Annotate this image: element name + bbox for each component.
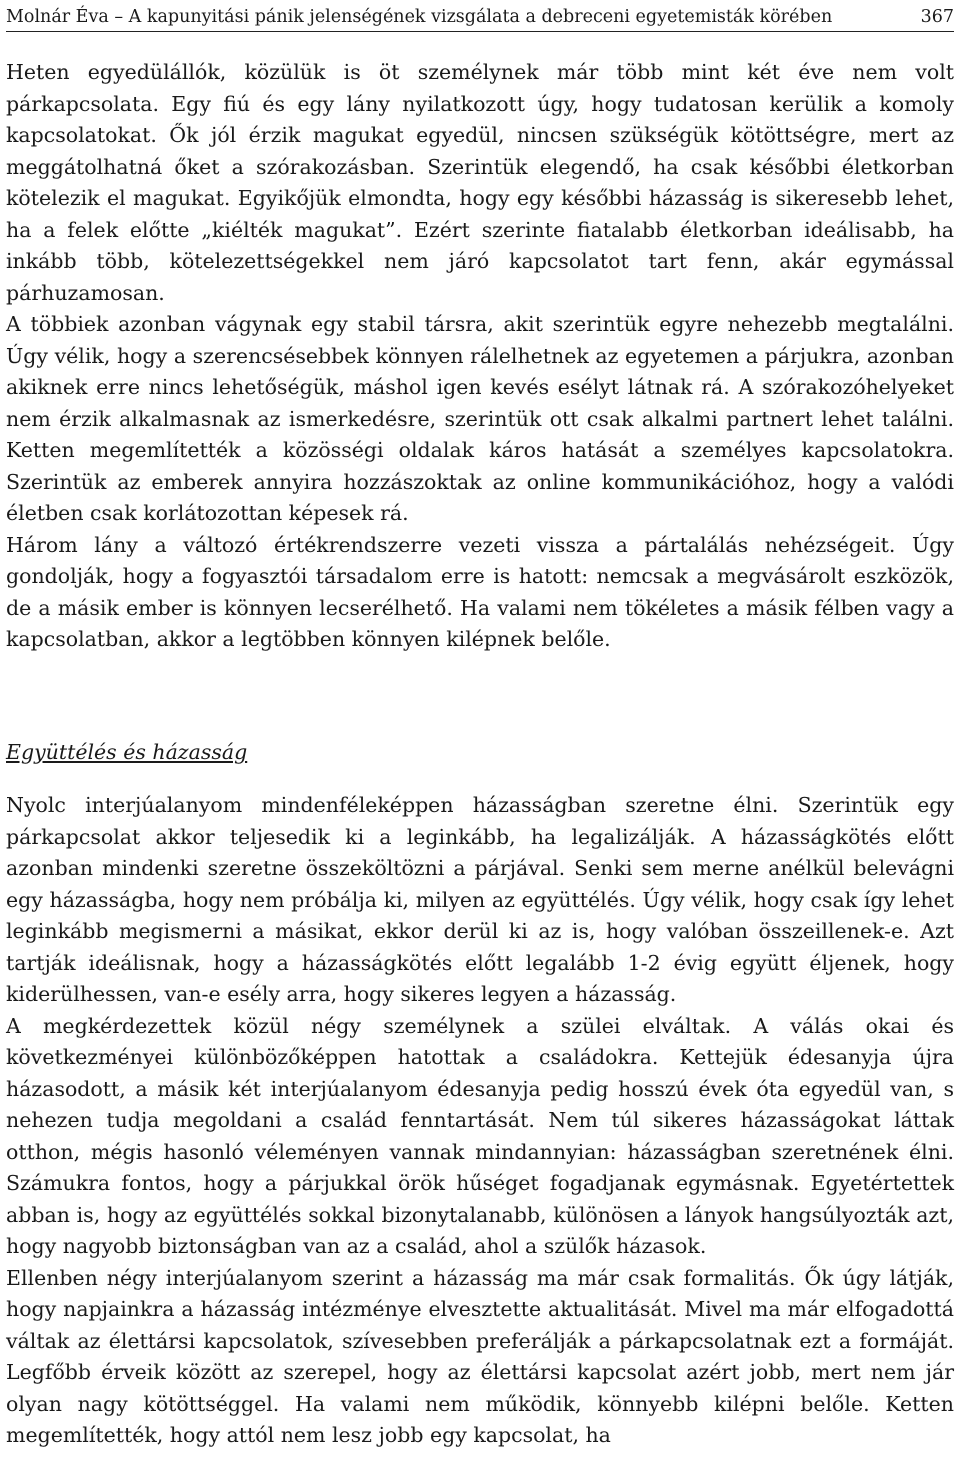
running-title: Molnár Éva – A kapunyitási pánik jelenségének vizsgálata a debreceni egyetemisták körében <box>6 7 833 27</box>
paragraph: Három lány a változó értékrendszerre vezeti vissza a pártalálás nehézségeit. Úgy gondolják, hogy a fogyasztói társadalom erre is hatott: nemcsak a megvásárolt eszközök, de a másik ember is könnyen lecserélhető. Ha valami nem tökéletes a másik félben vagy a kapcsolatban, akkor a legtöbben könnyen kilépnek belőle. <box>6 532 954 651</box>
page-number: 367 <box>920 7 954 27</box>
section-heading: Együttélés és házasság <box>6 740 248 764</box>
paragraph: Heten egyedülállók, közülük is öt személynek már több mint két éve nem volt párkapcsolata. Egy fiú és egy lány nyilatkozott úgy, hogy tudatosan kerülik a komoly kapcsolatokat. Ők jól érzik magukat egyedül, nincsen szükségük kötöttségre, mert az meggátolhatná őket a szórakozásban. Szerintük elegendő, ha csak későbbi életkorban kötelezik el magukat. Egyikőjük elmondta, hogy egy későbbi házasság is sikeresebb lehet, ha a felek előtte „kiélték magukat”. Ezért szerinte fiatalabb életkorban ideálisabb, ha inkább több, kötelezettségekkel nem járó kapcsolatot tart fenn, akár egymással párhuzamosan. <box>6 60 954 305</box>
body-text-section-1 <box>6 57 954 656</box>
paragraph: Ellenben négy interjúalanyom szerint a házasság ma már csak formalitás. Ők úgy látják, hogy napjainkra a házasság intézménye elvesztette aktualitását. Mivel ma már elfogadottá váltak az élettársi kapcsolatok, szívesebben preferálják a párkapcsolatnak ezt a formáját. Legfőbb érveik között az szerepel, hogy az élettársi kapcsolat azért jobb, mert nem jár olyan nagy kötöttséggel. Ha valami nem működik, könnyebb kilépni belőle. Ketten megemlítették, hogy attól nem lesz jobb egy kapcsolat, ha <box>6 1265 954 1447</box>
paragraph: Nyolc interjúalanyom mindenféleképpen házasságban szeretne élni. Szerintük egy párkapcsolat akkor teljesedik ki a leginkább, ha legalizálják. A házasságkötés előtt azonban mindenki szeretne összeköltözni a párjával. Senki sem merne anélkül belevágni egy házasságba, hogy nem próbálja ki, milyen az együttélés. Úgy vélik, hogy csak így lehet leginkább megismerni a másikat, ekkor derül ki az is, hogy valóban összeillenek-e. Azt tartják ideálisnak, hogy a házasságkötés előtt legalább 1-2 évig együtt éljenek, hogy kiderülhessen, van-e esély arra, hogy sikeres legyen a házasság. <box>6 793 954 1006</box>
paragraph: A többiek azonban vágynak egy stabil társra, akit szerintük egyre nehezebb megtalálni. Úgy vélik, hogy a szerencsésebbek könnyen rálelhetnek az egyetemen a párjukra, azonban akiknek erre nincs lehetőségük, máshol igen kevés esélyt látnak rá. A szórakozóhelyeket nem érzik alkalmasnak az ismerkedésre, szerintük ott csak alkalmi partnert lehet találni. Ketten megemlítették a közösségi oldalak káros hatását a személyes kapcsolatokra. Szerintük az emberek annyira hozzászoktak az online kommunikációhoz, hogy a valódi életben csak korlátozottan képesek rá. <box>6 312 954 525</box>
running-header <box>6 5 954 32</box>
paragraph: A megkérdezettek közül négy személynek a szülei elváltak. A válás okai és következményei különbözőképpen hatottak a családokra. Kettejük édesanyja újra házasodott, a másik két interjúalanyom édesanyja pedig hosszú évek óta egyedül van, s nehezen tudja megoldani a család fenntartását. Nem túl sikeres házasságokat láttak otthon, mégis hasonló véleményen vannak mindannyian: házasságban szeretnének élni. Számukra fontos, hogy a párjukkal örök hűséget fogadjanak egymásnak. Egyetértettek abban is, hogy az együttélés sokkal bizonytalanabb, különösen a lányok hangsúlyozták azt, hogy nagyobb biztonságban van az a család, ahol a szülők házasok. <box>6 1013 954 1258</box>
body-text-section-2 <box>6 790 954 1452</box>
